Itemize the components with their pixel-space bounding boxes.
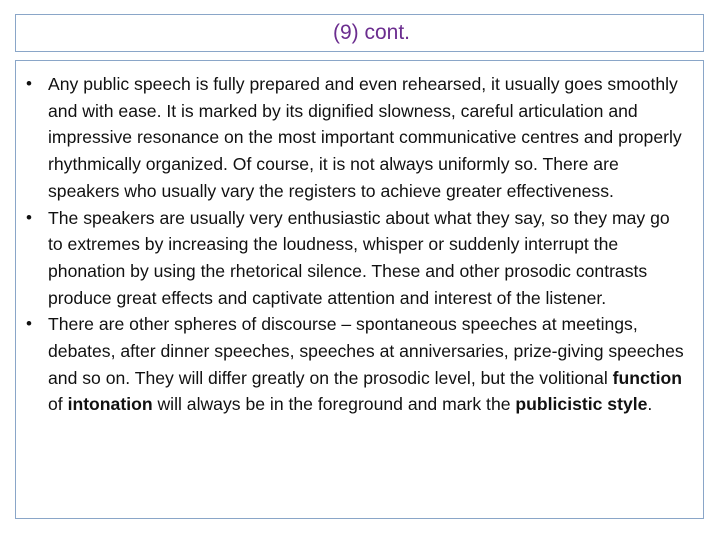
bullet-text-part: will always be in the foreground and mark the bbox=[152, 394, 516, 415]
bullet-icon: • bbox=[26, 74, 32, 93]
bold-term-function: function bbox=[612, 367, 683, 388]
bullet-item-other-spheres bbox=[26, 311, 685, 418]
bullet-text-part: . bbox=[647, 394, 653, 415]
bullet-item-public-speech bbox=[26, 71, 685, 205]
bullet-text-part: of bbox=[48, 394, 68, 415]
bold-term-publicistic-style: publicistic style bbox=[515, 394, 648, 415]
bullet-icon: • bbox=[26, 314, 32, 334]
bullet-text: Any public speech is fully prepared and even rehearsed, it usually goes smoothly and with ease. It is marked by its dignified slowness, careful articulation and impressive resonance on the most important communicative centres and properly rhythmically organized. Of course, it is not always uniformly so. There are speakers who usually vary the registers to achieve greater effectiveness. bbox=[48, 74, 682, 201]
bullet-list bbox=[26, 71, 685, 418]
bullet-item-speakers bbox=[26, 205, 685, 312]
bullet-text-part: There are other spheres of discourse – spontaneous speeches at meetings, debates, after dinner speeches, speeches at anniversaries, prize-giving speeches and so on. They will differ greatly on the prosodic level, but the volitional bbox=[48, 314, 684, 388]
slide-title: (9) cont. bbox=[332, 21, 411, 44]
bullet-text: The speakers are usually very enthusiastic about what they say, so they may go to extremes by increasing the loudness, whisper or suddenly interrupt the phonation by using the rhetorical silence. These and other prosodic contrasts produce great effects and captivate attention and interest of the listener. bbox=[48, 207, 670, 308]
slide-title-box bbox=[15, 14, 704, 52]
slide-content-box bbox=[15, 60, 704, 519]
bullet-icon: • bbox=[26, 207, 32, 227]
bold-term-intonation: intonation bbox=[67, 394, 153, 415]
